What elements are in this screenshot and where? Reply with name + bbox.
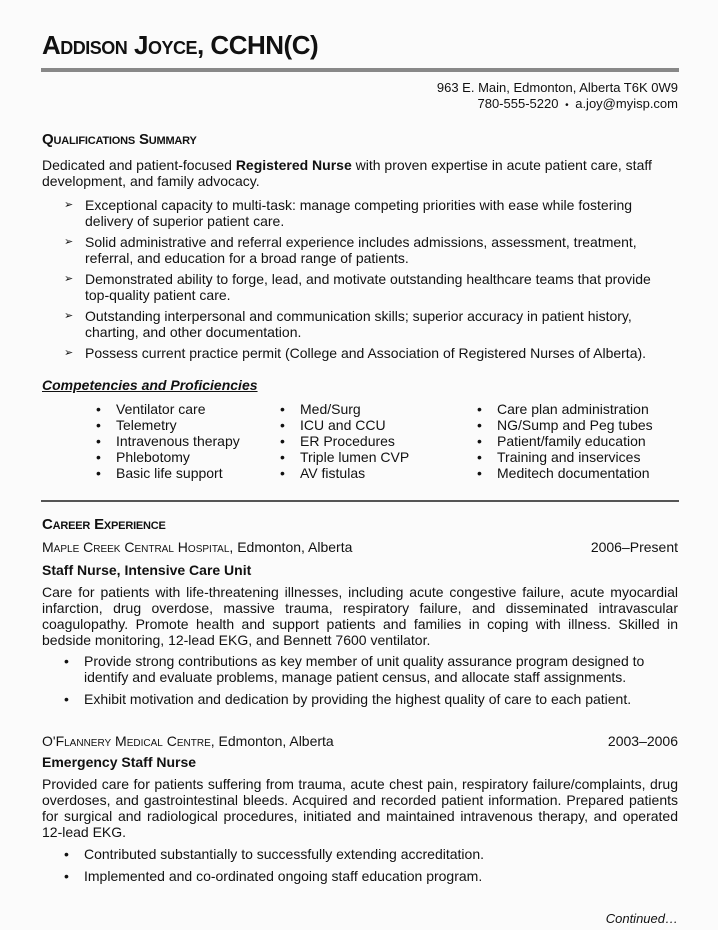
list-item <box>64 691 674 707</box>
qualifications-list <box>64 197 674 366</box>
competencies-column-3 <box>477 401 653 481</box>
arrowhead-bullet-icon: ➢ <box>64 236 74 248</box>
list-item-text: Patient/family education <box>497 433 646 449</box>
employer-location: , Edmonton, Alberta <box>210 733 334 749</box>
job-header <box>42 539 678 555</box>
bullet-icon: • <box>64 846 69 862</box>
list-item-text: Implemented and co-ordinated ongoing staff education program. <box>84 868 483 884</box>
section-title-qualifications: Qualifications Summary <box>42 131 197 148</box>
list-item-text: Basic life support <box>116 465 223 481</box>
list-item-text: Possess current practice permit (College and Association of Registered Nurses of Alberta). <box>85 345 647 361</box>
header-divider <box>41 68 679 72</box>
job-dates: 2006–Present <box>590 539 678 555</box>
list-item-text: Care plan administration <box>497 401 649 417</box>
list-item <box>64 846 674 862</box>
section-title-career: Career Experience <box>42 516 166 533</box>
bullet-icon: • <box>96 449 101 465</box>
list-item-text: Med/Surg <box>300 401 361 417</box>
arrowhead-bullet-icon: ➢ <box>64 273 74 285</box>
intro-bold-text: Registered Nurse <box>235 157 352 173</box>
competencies-column-2 <box>280 401 409 481</box>
list-item <box>64 308 674 340</box>
list-item <box>96 449 240 465</box>
phone-email-line <box>437 96 678 114</box>
bullet-icon: • <box>96 465 101 481</box>
bullet-icon: • <box>96 433 101 449</box>
list-item <box>64 345 674 361</box>
bullet-icon: • <box>96 417 101 433</box>
job-achievements <box>64 653 674 713</box>
bullet-icon: • <box>280 417 285 433</box>
list-item <box>96 401 240 417</box>
employer-location: , Edmonton, Alberta <box>229 539 353 555</box>
bullet-icon: • <box>64 653 69 669</box>
bullet-icon: • <box>280 449 285 465</box>
list-item <box>280 433 409 449</box>
bullet-icon: • <box>64 691 69 707</box>
list-item-text: Training and inservices <box>497 449 641 465</box>
job-title: Staff Nurse, Intensive Care Unit <box>42 562 252 578</box>
candidate-name: Addison Joyce, CCHN(C) <box>42 30 319 60</box>
list-item <box>64 868 674 884</box>
job-dates: 2003–2006 <box>607 733 678 749</box>
list-item <box>280 449 409 465</box>
job-description: Care for patients with life-threatening illnesses, including acute congestive failure, acute myocardial infarction, drug overdose, massive trauma, respiratory failure, and disseminated intravascular coagulopathy. Promote health and support patients and families in coping with illness. Skilled in bedside monitoring, 12-lead EKG, and Bennett 7600 ventilator. <box>42 584 678 648</box>
bullet-icon: • <box>477 449 482 465</box>
list-item-text: Contributed substantially to successfully extending accreditation. <box>84 846 484 862</box>
arrowhead-bullet-icon: ➢ <box>64 199 74 211</box>
email-link[interactable]: a.joy@myisp.com <box>575 96 678 111</box>
separator-dot: • <box>565 100 569 111</box>
employer-name: O'Flannery Medical Centre <box>42 733 211 749</box>
list-item <box>96 465 240 481</box>
bullet-icon: • <box>96 401 101 417</box>
list-item <box>477 433 653 449</box>
arrowhead-bullet-icon: ➢ <box>64 310 74 322</box>
list-item-text: Ventilator care <box>116 401 206 417</box>
bullet-icon: • <box>477 465 482 481</box>
bullet-icon: • <box>477 417 482 433</box>
bullet-icon: • <box>477 433 482 449</box>
job-achievements <box>64 846 674 890</box>
section-divider <box>41 500 679 502</box>
contact-block <box>437 80 678 114</box>
continued-note: Continued… <box>605 911 678 926</box>
list-item-text: NG/Sump and Peg tubes <box>497 417 653 433</box>
bullet-icon: • <box>280 433 285 449</box>
list-item <box>477 449 653 465</box>
competencies-title: Competencies and Proficiencies <box>42 377 258 393</box>
list-item <box>477 465 653 481</box>
job-description: Provided care for patients suffering from trauma, acute chest pain, respiratory failure/complaints, drug overdoses, and gastrointestinal bleeds. Acquired and recorded patient information. Prepared patients for surgical and radiological procedures, initiated and maintained intravenous therapy, and operated 12-lead EKG. <box>42 776 678 840</box>
list-item-text: Provide strong contributions as key member of unit quality assurance program designed to identify and evaluate problems, manage patient census, and allocate staff assignments. <box>84 653 645 685</box>
list-item <box>280 401 409 417</box>
list-item-text: ER Procedures <box>300 433 395 449</box>
qualifications-intro <box>42 157 678 189</box>
arrowhead-bullet-icon: ➢ <box>64 347 74 359</box>
list-item <box>96 417 240 433</box>
intro-text: Dedicated and patient-focused <box>42 157 236 173</box>
bullet-icon: • <box>280 401 285 417</box>
list-item <box>64 271 674 303</box>
list-item-text: Demonstrated ability to forge, lead, and motivate outstanding healthcare teams that provide top-quality patient care. <box>85 271 651 303</box>
list-item <box>477 417 653 433</box>
bullet-icon: • <box>477 401 482 417</box>
list-item-text: Phlebotomy <box>116 449 190 465</box>
job-header <box>42 733 678 749</box>
list-item <box>280 417 409 433</box>
intro-text: with proven expertise in acute patient care, staff development, and family advocacy. <box>42 157 652 189</box>
list-item-text: Exhibit motivation and dedication by providing the highest quality of care to each patient. <box>84 691 632 707</box>
list-item <box>64 234 674 266</box>
list-item-text: AV fistulas <box>300 465 366 481</box>
list-item-text: Intravenous therapy <box>116 433 240 449</box>
list-item-text: Exceptional capacity to multi-task: manage competing priorities with ease while fostering delivery of superior patient care. <box>85 197 633 229</box>
list-item-text: Telemetry <box>116 417 177 433</box>
list-item-text: Meditech documentation <box>497 465 650 481</box>
phone: 780-555-5220 <box>477 96 559 111</box>
bullet-icon: • <box>64 868 69 884</box>
list-item-text: Outstanding interpersonal and communication skills; superior accuracy in patient history, charting, and other documentation. <box>85 308 632 340</box>
list-item <box>64 653 674 685</box>
list-item <box>64 197 674 229</box>
address: 963 E. Main, Edmonton, Alberta T6K 0W9 <box>436 80 678 95</box>
list-item <box>280 465 409 481</box>
list-item-text: Solid administrative and referral experience includes admissions, assessment, treatment, referral, and education for a broad range of patients. <box>85 234 637 266</box>
list-item-text: Triple lumen CVP <box>300 449 410 465</box>
list-item <box>477 401 653 417</box>
bullet-icon: • <box>280 465 285 481</box>
list-item-text: ICU and CCU <box>300 417 386 433</box>
employer-name: Maple Creek Central Hospital <box>42 539 230 555</box>
list-item <box>96 433 240 449</box>
job-title: Emergency Staff Nurse <box>42 754 197 770</box>
competencies-column-1 <box>96 401 240 481</box>
